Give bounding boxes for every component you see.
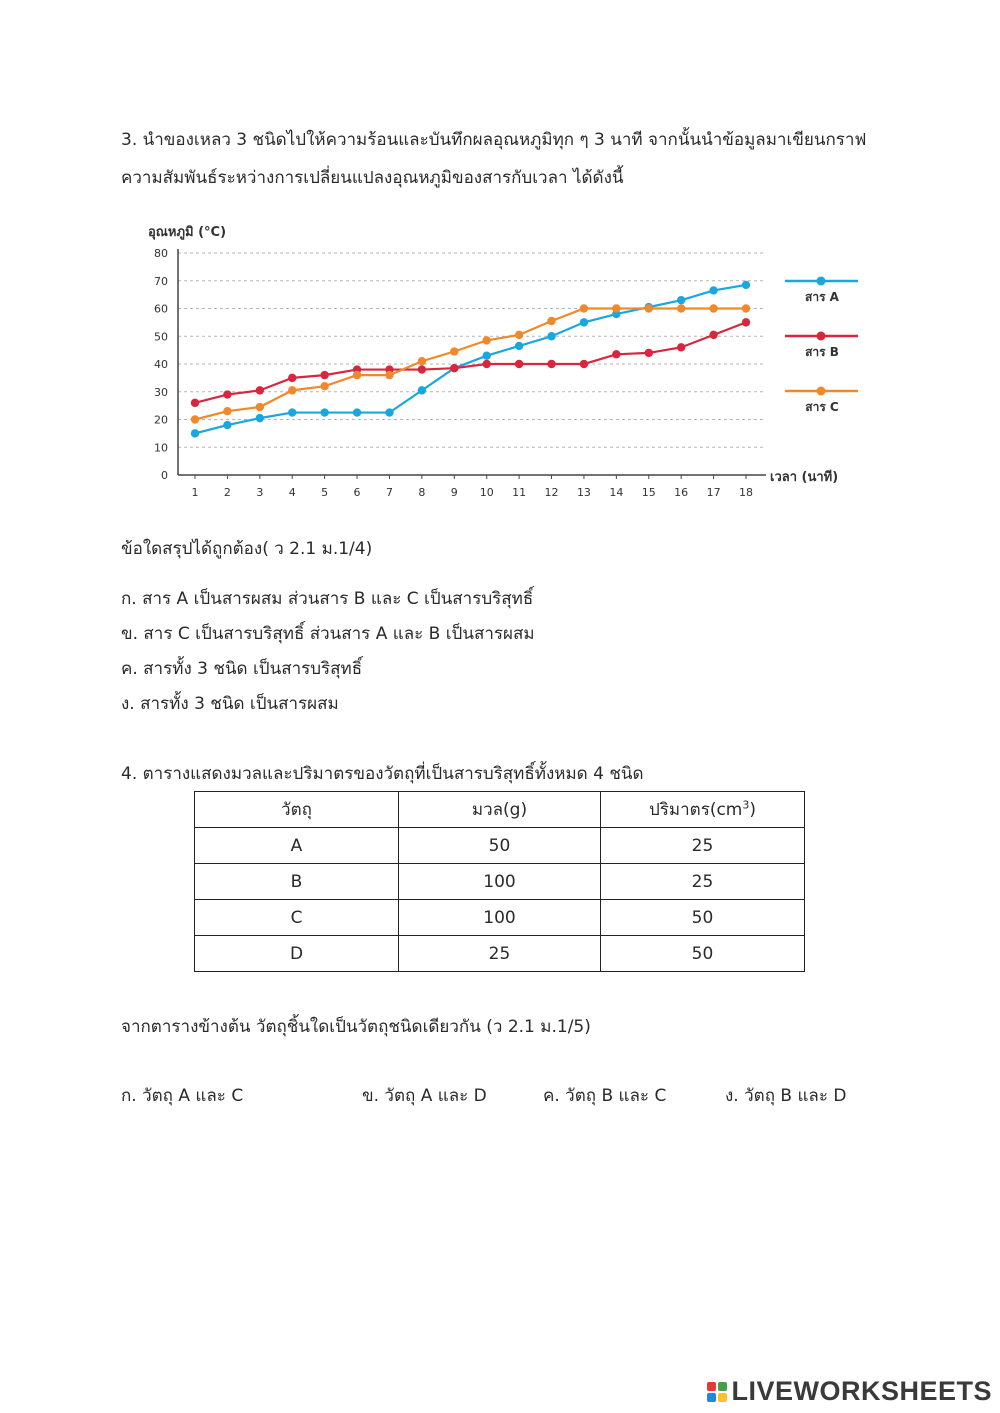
x-tick-label: 2 (223, 486, 231, 499)
legend-label: สาร A (805, 290, 839, 304)
header-volume-exponent: 3 (742, 798, 750, 812)
x-tick-label: 17 (706, 486, 721, 499)
data-point (418, 386, 426, 394)
data-point (547, 317, 555, 325)
x-tick-label: 16 (674, 486, 689, 499)
question-4-choice-c[interactable]: ค. วัตถุ B และ C (543, 1086, 667, 1106)
cell-mass: 100 (399, 900, 601, 936)
cell-volume: 25 (601, 828, 805, 864)
data-point (547, 360, 555, 368)
question-3-choice-d[interactable]: ง. สารทั้ง 3 ชนิด เป็นสารผสม (121, 694, 339, 714)
table-header-row (195, 792, 805, 828)
x-tick-label: 5 (321, 486, 329, 499)
question-3-choice-a[interactable]: ก. สาร A เป็นสารผสม ส่วนสาร B และ C เป็นสารบริสุทธิ์ (121, 589, 534, 609)
liveworksheets-logo[interactable] (707, 1376, 992, 1407)
data-point (709, 331, 717, 339)
series-1 (191, 281, 750, 438)
cell-object: C (195, 900, 399, 936)
y-axis-label: อุณหภูมิ (°C) (148, 225, 227, 240)
question-4-title: 4. ตารางแสดงมวลและปริมาตรของวัตถุที่เป็นสารบริสุทธิ์ทั้งหมด 4 ชนิด (121, 764, 644, 784)
data-point (547, 332, 555, 340)
y-tick-labels (154, 247, 168, 482)
chart-series (191, 281, 750, 438)
header-mass: มวล(g) (399, 792, 601, 828)
table-row (195, 828, 805, 864)
x-tick-label: 8 (418, 486, 426, 499)
data-point (677, 304, 685, 312)
question-3-prompt: ข้อใดสรุปได้ถูกต้อง( ว 2.1 ม.1/4) (121, 539, 373, 559)
question-3-text-line-2: ความสัมพันธ์ระหว่างการเปลี่ยนแปลงอุณหภูมิของสารกับเวลา ได้ดังนี้ (121, 168, 624, 188)
data-point (418, 357, 426, 365)
y-tick-label: 50 (154, 330, 168, 344)
cell-volume: 50 (601, 900, 805, 936)
x-tick-labels (192, 486, 754, 499)
cell-volume: 50 (601, 936, 805, 972)
table-row (195, 936, 805, 972)
table-row (195, 900, 805, 936)
data-point (191, 399, 199, 407)
temperature-line-chart (130, 210, 870, 500)
question-3-text-line-1: 3. นำของเหลว 3 ชนิดไปให้ความร้อนและบันทึกผลอุณหภูมิทุก ๆ 3 นาที จากนั้นนำข้อมูลมาเขียนกราฟ (121, 130, 867, 150)
x-tick-label: 7 (385, 486, 393, 499)
data-point (483, 360, 491, 368)
data-point (515, 331, 523, 339)
data-point (483, 336, 491, 344)
y-tick-label: 80 (154, 247, 168, 260)
x-tick-label: 13 (576, 486, 591, 499)
x-tick-label: 3 (256, 486, 264, 499)
cell-volume: 25 (601, 864, 805, 900)
data-point (709, 286, 717, 294)
data-point (709, 304, 717, 312)
cell-object: A (195, 828, 399, 864)
data-point (385, 371, 393, 379)
data-point (223, 407, 231, 415)
question-3-choice-c[interactable]: ค. สารทั้ง 3 ชนิด เป็นสารบริสุทธิ์ (121, 659, 363, 679)
data-point (288, 386, 296, 394)
cell-object: D (195, 936, 399, 972)
data-point (645, 349, 653, 357)
data-point (256, 386, 264, 394)
data-point (288, 374, 296, 382)
data-point (385, 408, 393, 416)
series-line (195, 309, 746, 420)
data-point (612, 350, 620, 358)
liveworksheets-brand-text: LIVEWORKSHEETS (731, 1376, 992, 1406)
data-point (223, 421, 231, 429)
table-row (195, 864, 805, 900)
question-4-choice-d[interactable]: ง. วัตถุ B และ D (725, 1086, 847, 1106)
data-point (742, 304, 750, 312)
mass-volume-table (194, 791, 805, 972)
data-point (515, 342, 523, 350)
x-tick-label: 11 (512, 486, 527, 499)
header-volume-text: ปริมาตร(cm (648, 800, 743, 820)
legend-marker (817, 277, 826, 286)
data-point (580, 360, 588, 368)
y-tick-label: 70 (154, 274, 168, 288)
legend-marker (817, 332, 826, 341)
header-object: วัตถุ (195, 792, 399, 828)
header-volume-close: ) (749, 800, 757, 820)
y-tick-label: 0 (161, 469, 168, 482)
data-point (353, 408, 361, 416)
legend-label: สาร C (805, 400, 839, 414)
x-tick-label: 9 (450, 486, 458, 499)
data-point (191, 415, 199, 423)
data-point (580, 318, 588, 326)
x-tick-label: 14 (609, 486, 624, 499)
cell-mass: 50 (399, 828, 601, 864)
legend-label: สาร B (805, 345, 839, 359)
data-point (450, 364, 458, 372)
data-point (580, 304, 588, 312)
x-tick-label: 10 (479, 486, 494, 499)
data-point (353, 371, 361, 379)
data-point (483, 351, 491, 359)
legend-marker (817, 387, 826, 396)
legend-item (785, 387, 858, 415)
header-volume (601, 792, 805, 828)
data-point (223, 390, 231, 398)
data-point (256, 403, 264, 411)
data-point (450, 347, 458, 355)
data-point (418, 365, 426, 373)
cell-mass: 25 (399, 936, 601, 972)
series-line (195, 285, 746, 433)
data-point (320, 408, 328, 416)
question-3-choice-b[interactable]: ข. สาร C เป็นสารบริสุทธิ์ ส่วนสาร A และ B เป็นสารผสม (121, 624, 535, 644)
x-axis-label: เวลา (นาที) (770, 470, 839, 485)
cell-object: B (195, 864, 399, 900)
y-tick-label: 60 (154, 302, 168, 316)
legend-item (785, 277, 858, 305)
question-4-choice-a[interactable]: ก. วัตถุ A และ C (121, 1086, 244, 1106)
data-point (645, 304, 653, 312)
y-tick-label: 10 (154, 441, 168, 455)
data-point (256, 414, 264, 422)
question-4-choice-b[interactable]: ข. วัตถุ A และ D (362, 1086, 487, 1106)
legend-item (785, 332, 858, 360)
data-point (677, 296, 685, 304)
data-point (742, 318, 750, 326)
x-tick-label: 15 (641, 486, 656, 499)
x-tick-label: 6 (353, 486, 361, 499)
data-point (191, 429, 199, 437)
data-point (515, 360, 523, 368)
y-tick-label: 40 (154, 358, 168, 371)
data-point (320, 382, 328, 390)
liveworksheets-logo-icon (707, 1382, 727, 1402)
data-point (320, 371, 328, 379)
y-tick-label: 30 (154, 385, 168, 399)
x-tick-label: 4 (288, 486, 296, 499)
data-point (612, 304, 620, 312)
y-tick-label: 20 (154, 413, 168, 427)
data-point (288, 408, 296, 416)
question-4-prompt: จากตารางข้างต้น วัตถุชิ้นใดเป็นวัตถุชนิดเดียวกัน (ว 2.1 ม.1/5) (121, 1017, 591, 1037)
x-tick-label: 12 (544, 486, 559, 499)
x-tick-label: 1 (191, 486, 199, 499)
data-point (677, 343, 685, 351)
chart-legend (785, 277, 858, 415)
cell-mass: 100 (399, 864, 601, 900)
x-tick-label: 18 (739, 486, 753, 499)
data-point (742, 281, 750, 289)
